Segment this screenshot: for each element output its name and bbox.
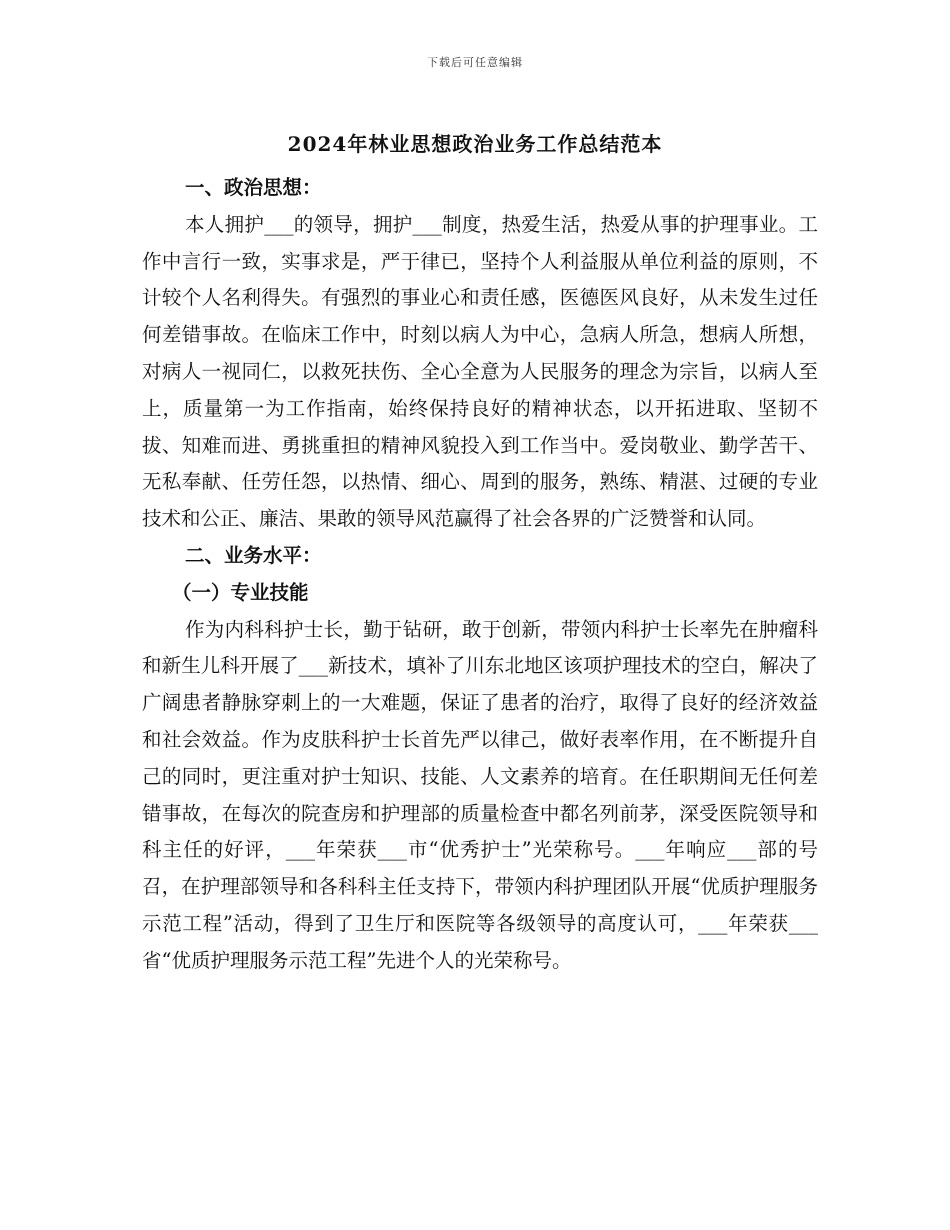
header-note: 下载后可任意编辑 [427,56,523,69]
section-heading-politics: 一、政治思想： [185,176,322,199]
section-heading-business: 二、业务水平： [185,543,322,567]
paragraph-skills: 作为内科科护士长，勤于钻研，敢于创新，带领内科护士长率先在肿瘤科和新生儿科开展了___新技术，填补了川东北地区该项护理技术的空白，解决了广阔患者静脉穿刺上的一大难题，保证了患者的治疗，取得了良好的经济效益和社会效益。作为皮肤科护士长首先严以律己，做好表率作用，在不断提升自己的同时，更注重对护士知识、技能、人文素养的培育。在任职期间无任何差错事故，在每次的院查房和护理部的质量检查中都名列前茅，深受医院领导和科主任的好评，___年荣获___市“优秀护士”光荣称号。___年响应___部的号召，在护理部领导和各科科主任支持下，带领内科护理团队开展“优质护理服务示范工程”活动，得到了卫生厅和医院等各级领导的高度认可，___年荣获___省“优质护理服务示范工程”先进个人的光荣称号。 [142,617,818,972]
paragraph-politics: 本人拥护___的领导，拥护___制度，热爱生活，热爱从事的护理事业。工作中言行一致，实事求是，严于律已，坚持个人利益服从单位利益的原则，不计较个人名利得失。有强烈的事业心和责任感，医德医风良好，从未发生过任何差错事故。在临床工作中，时刻以病人为中心，急病人所急，想病人所想，对病人一视同仁，以救死扶伤、全心全意为人民服务的理念为宗旨，以病人至上，质量第一为工作指南，始终保持良好的精神状态，以开拓进取、坚韧不拔、知难而进、勇挑重担的精神风貌投入到工作当中。爱岗敬业、勤学苦干、无私奉献、任劳任怨，以热情、细心、周到的服务，熟练、精湛、过硬的专业技术和公正、廉洁、果敢的领导风范赢得了社会各界的广泛赞誉和认同。 [142,212,818,531]
subsection-heading-skills: （一）专业技能 [172,580,309,604]
document-title: 2024年林业思想政治业务工作总结范本 [287,132,663,156]
document-body [142,170,818,980]
